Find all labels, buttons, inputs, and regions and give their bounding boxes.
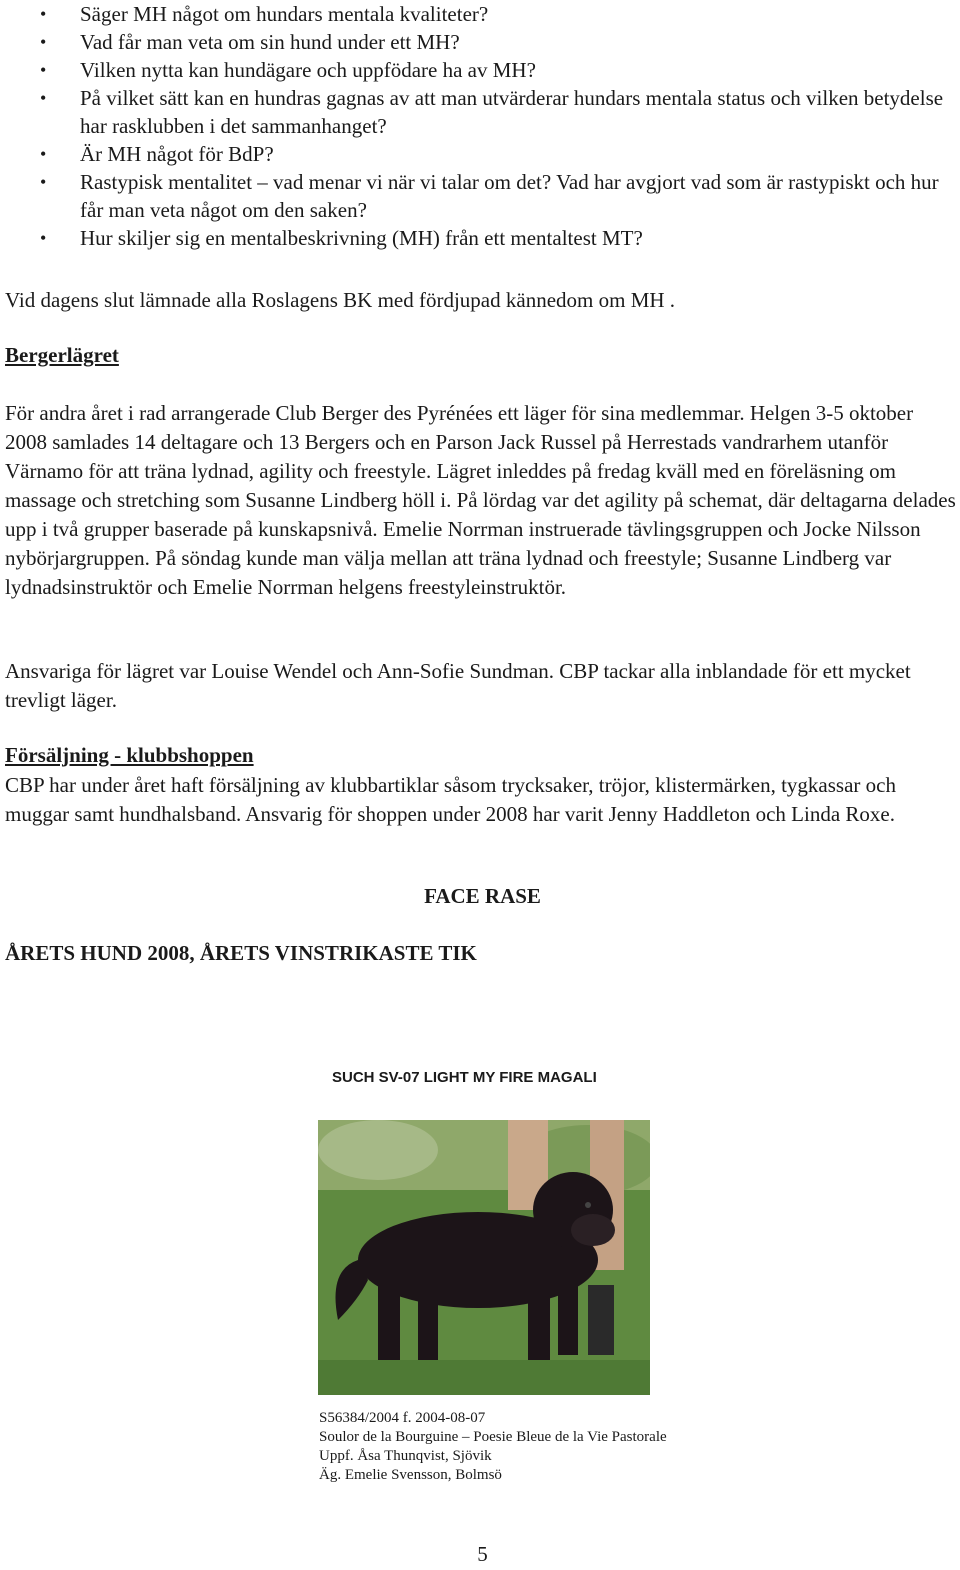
- shop-paragraph: CBP har under året haft försäljning av klubbartiklar såsom trycksaker, tröjor, klistermärken, tygkassar och muggar samt hundhalsband. Ansvarig för shoppen under 2008 har varit Jenny Haddleton och Linda Roxe.: [5, 773, 896, 826]
- list-item: • Vad får man veta om sin hund under ett MH?: [0, 28, 950, 56]
- dog-photo: [318, 1120, 650, 1395]
- dog-illustration: [318, 1120, 650, 1395]
- list-item: • Säger MH något om hundars mentala kvaliteter?: [0, 0, 950, 28]
- mh-closing-paragraph: Vid dagens slut lämnade alla Roslagens BK med fördjupad kännedom om MH .: [5, 288, 676, 312]
- award-heading: ÅRETS HUND 2008, ÅRETS VINSTRIKASTE TIK: [5, 941, 477, 965]
- dog-owner: Äg. Emelie Svensson, Bolmsö: [319, 1467, 502, 1483]
- camp-paragraph-1: För andra året i rad arrangerade Club Berger des Pyrénées ett läger för sina medlemmar. Helgen 3-5 oktober 2008 samlades 14 deltagare och 13 Bergers och en Parson Jack Russel på Herrestads vandrarhem utanför Värnamo för att träna lydnad, agility och freestyle. Lägret inleddes på fredag kväll med en föreläsning om massage och stretching som Susanne Lindberg höll i. På lördag var det agility på schemat, där deltagarna delades upp i två grupper baserade på kunskapsnivå. Emelie Norrman instruerade tävlingsgruppen och Jocke Nilsson nybörjargruppen. På söndag kunde man välja mellan att träna lydnad och freestyle; Susanne Lindberg var lydnadsinstruktör och Emelie Norrman helgens freestyleinstruktör.: [5, 401, 956, 599]
- dog-title: SUCH SV-07 LIGHT MY FIRE MAGALI: [332, 1069, 597, 1086]
- camp-heading: Bergerlägret: [5, 343, 119, 367]
- dog-registration: S56384/2004 f. 2004-08-07: [319, 1410, 486, 1426]
- camp-paragraph-2: Ansvariga för lägret var Louise Wendel och Ann-Sofie Sundman. CBP tackar alla inblandade för ett mycket trevligt läger.: [5, 659, 911, 712]
- dog-breeder: Uppf. Åsa Thunqvist, Sjövik: [319, 1448, 492, 1464]
- list-item: • Rastypisk mentalitet – vad menar vi när vi talar om det? Vad har avgjort vad som är rastypiskt och hur får man veta något om den saken?: [0, 168, 950, 224]
- question-list: [0, 0, 950, 252]
- shop-heading: Försäljning - klubbshoppen: [5, 743, 254, 767]
- list-item: • Vilken nytta kan hundägare och uppfödare ha av MH?: [0, 56, 950, 84]
- face-rase-heading: FACE RASE: [424, 884, 541, 908]
- list-item: • Är MH något för BdP?: [0, 140, 950, 168]
- page-number: 5: [477, 1542, 488, 1566]
- list-item: • Hur skiljer sig en mentalbeskrivning (MH) från ett mentaltest MT?: [0, 224, 950, 252]
- list-item: • På vilket sätt kan en hundras gagnas av att man utvärderar hundars mentala status och vilken betydelse har rasklubben i det sammanhanget?: [0, 84, 950, 140]
- dog-parents: Soulor de la Bourguine – Poesie Bleue de la Vie Pastorale: [319, 1429, 667, 1445]
- dog-info: [319, 1409, 919, 1485]
